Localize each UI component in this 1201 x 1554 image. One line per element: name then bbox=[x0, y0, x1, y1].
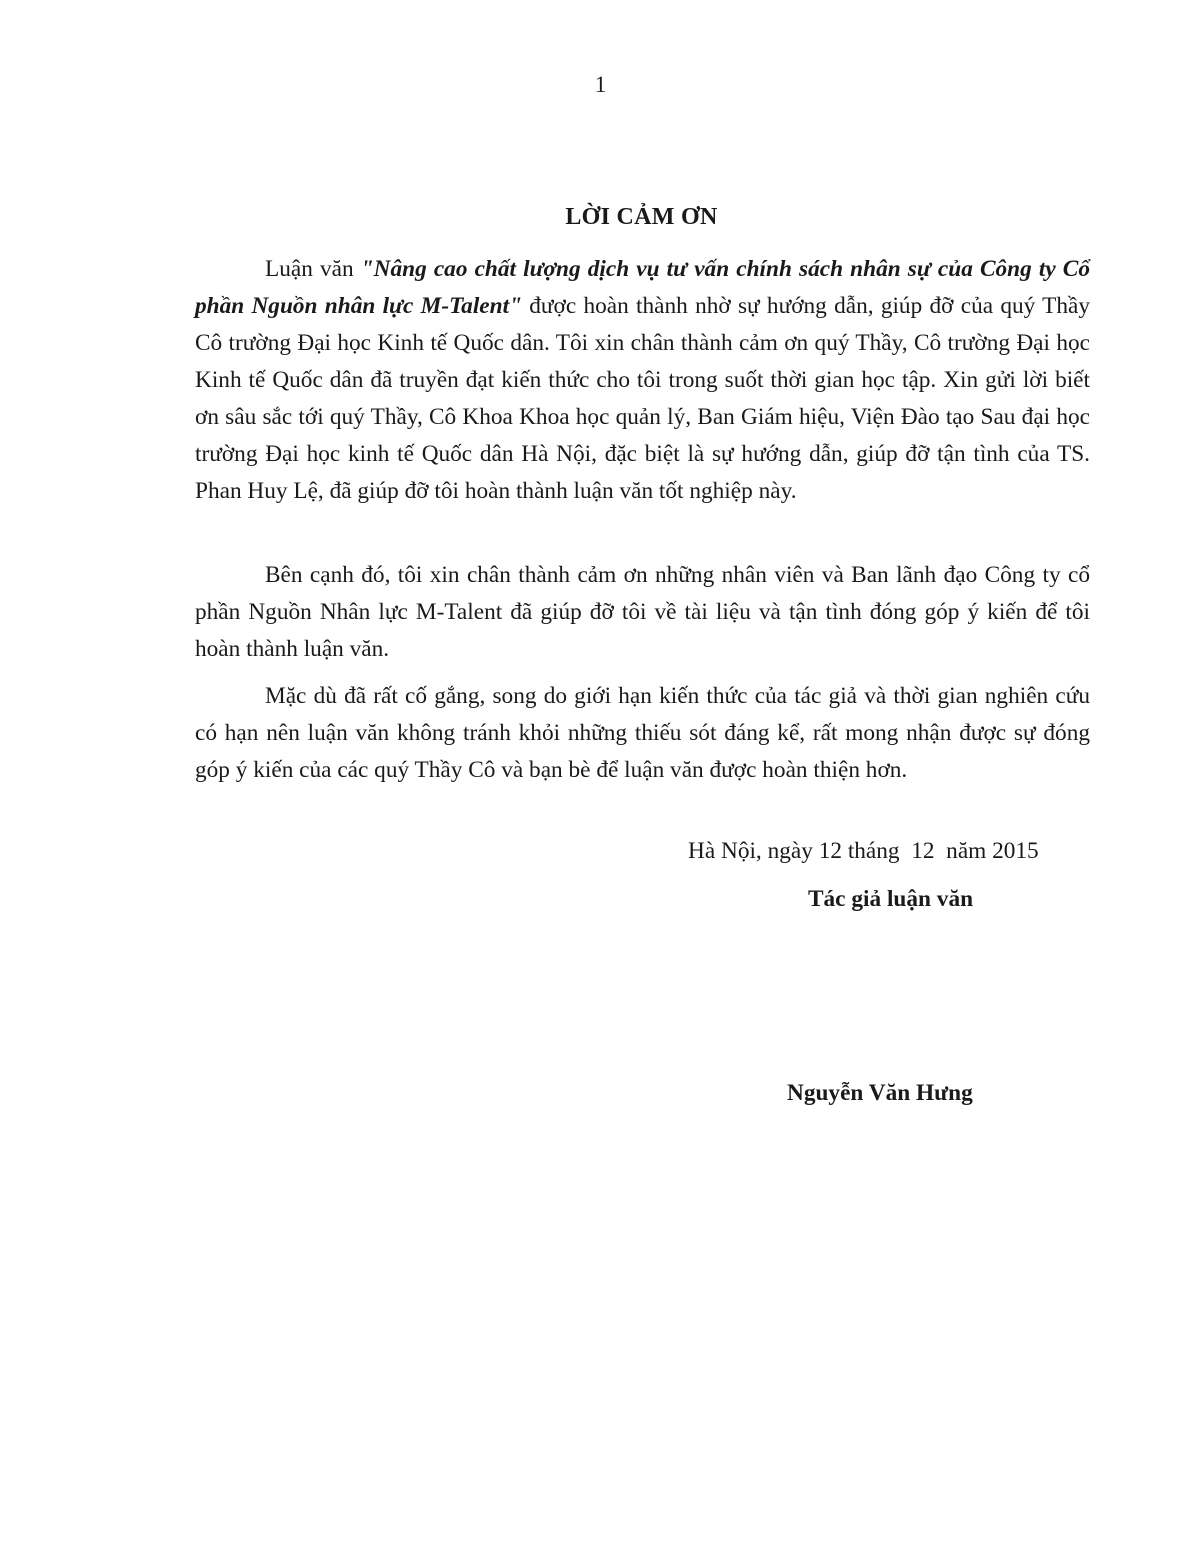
paragraph-3-text: Mặc dù đã rất cố gắng, song do giới hạn kiến thức của tác giả và thời gian nghiên cứu có hạn nên luận văn không tránh khỏi những thiếu sót đáng kể, rất mong nhận được sự đóng góp ý kiến của các quý Thầy Cô và bạn bè để luận văn được hoàn thiện hơn. bbox=[195, 683, 1090, 783]
paragraph-2 bbox=[195, 557, 1090, 668]
paragraph-3 bbox=[195, 678, 1090, 789]
author-name: Nguyễn Văn Hưng bbox=[787, 1080, 973, 1106]
paragraph-2-text: Bên cạnh đó, tôi xin chân thành cảm ơn những nhân viên và Ban lãnh đạo Công ty cổ phần Nguồn Nhân lực M-Talent đã giúp đỡ tôi về tài liệu và tận tình đóng góp ý kiến để tôi hoàn thành luận văn. bbox=[195, 562, 1090, 662]
paragraph-1-body: được hoàn thành nhờ sự hướng dẫn, giúp đỡ của quý Thầy Cô trường Đại học Kinh tế Quốc dân. Tôi xin chân thành cảm ơn quý Thầy, Cô trường Đại học Kinh tế Quốc dân đã truyền đạt kiến thức cho tôi trong suốt thời gian học tập. Xin gửi lời biết ơn sâu sắc tới quý Thầy, Cô Khoa Khoa học quản lý, Ban Giám hiệu, Viện Đào tạo Sau đại học trường Đại học kinh tế Quốc dân Hà Nội, đặc biệt là sự hướng dẫn, giúp đỡ tận tình của TS. Phan Huy Lệ, đã giúp đỡ tôi hoàn thành luận văn tốt nghiệp này. bbox=[195, 293, 1090, 504]
page-title: LỜI CẢM ƠN bbox=[565, 204, 718, 230]
page-number: 1 bbox=[594, 72, 607, 97]
paragraph-1 bbox=[195, 251, 1090, 510]
author-label: Tác giả luận văn bbox=[808, 886, 974, 912]
date-line: Hà Nội, ngày 12 tháng 12 năm 2015 bbox=[688, 838, 1039, 864]
paragraph-1-lead: Luận văn bbox=[265, 256, 361, 282]
thesis-title: "Nâng cao chất lượng dịch vụ tư vấn chính sách nhân sự của Công ty Cổ phần Nguồn nhân lực M-Talent" bbox=[195, 256, 1090, 319]
